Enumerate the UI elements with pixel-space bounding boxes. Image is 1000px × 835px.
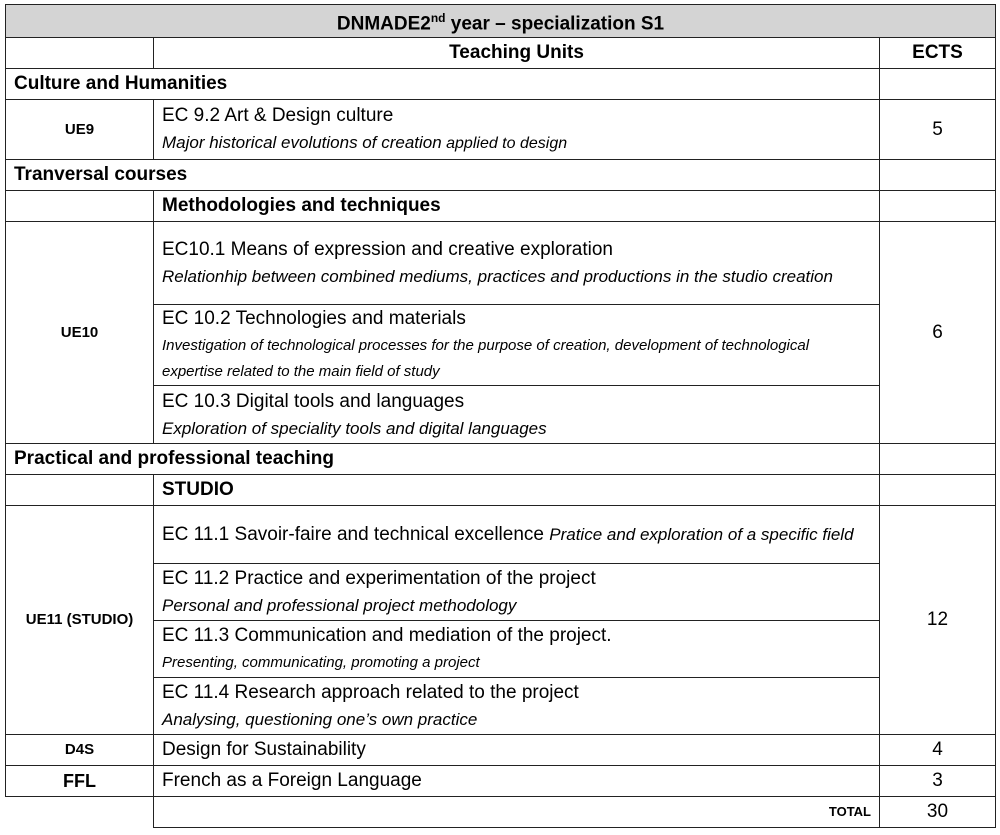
- ue10-subheader: Methodologies and techniques: [154, 191, 880, 222]
- ue10-row-3: [6, 386, 996, 444]
- total-value: 30: [880, 797, 996, 828]
- ffl-label: French as a Foreign Language: [154, 766, 880, 797]
- ue9-ec-title: EC 9.2 Art & Design culture: [162, 105, 394, 127]
- table-title: DNMADE2nd year – specialization S1: [6, 5, 996, 38]
- ue10-subheader-row: [6, 191, 996, 222]
- ue9-row: [6, 100, 996, 160]
- ue11-subheader-row: [6, 475, 996, 506]
- ffl-ects: 3: [880, 766, 996, 797]
- ue11-course-4: EC 11.4 Research approach related to the project Analysing, questioning one’s own practice: [154, 678, 880, 735]
- ue11-subheader: STUDIO: [154, 475, 880, 506]
- header-blank-cell: [6, 38, 154, 69]
- ue10-course-1: EC10.1 Means of expression and creative exploration Relationhip between combined mediums, practices and productions in the studio creation: [154, 222, 880, 305]
- header-teaching-units: Teaching Units: [154, 38, 880, 69]
- ue11-row-3: [6, 621, 996, 678]
- d4s-label: Design for Sustainability: [154, 735, 880, 766]
- table-title-row: [6, 5, 996, 38]
- section-practical-row: [6, 444, 996, 475]
- ue10-course-2: EC 10.2 Technologies and materials Investigation of technological processes for the purpose of creation, development of technological expertise related to the main field of study: [154, 305, 880, 386]
- total-label: TOTAL: [154, 797, 880, 828]
- d4s-ects: 4: [880, 735, 996, 766]
- curriculum-table: [5, 4, 996, 828]
- ue9-code: UE9: [6, 100, 154, 160]
- total-row: [6, 797, 996, 828]
- ue10-row-1: [6, 222, 996, 305]
- ue11-ects: 12: [880, 506, 996, 735]
- section-transversal-row: [6, 160, 996, 191]
- section-culture-label: Culture and Humanities: [6, 69, 880, 100]
- column-header-row: [6, 38, 996, 69]
- ue11-row-2: [6, 564, 996, 621]
- ue10-code: UE10: [6, 222, 154, 444]
- ue11-course-1: EC 11.1 Savoir-faire and technical excellence Pratice and exploration of a specific field: [154, 506, 880, 564]
- ue9-ec-desc: Major historical evolutions of creation applied to design: [162, 133, 568, 153]
- ffl-code: FFL: [6, 766, 154, 797]
- ue10-row-2: [6, 305, 996, 386]
- ue10-course-3: EC 10.3 Digital tools and languages Exploration of speciality tools and digital languages: [154, 386, 880, 444]
- ue11-row-4: [6, 678, 996, 735]
- section-culture-row: [6, 69, 996, 100]
- ue9-ects: 5: [880, 100, 996, 160]
- ue10-ects: 6: [880, 222, 996, 444]
- d4s-row: [6, 735, 996, 766]
- ue11-course-2: EC 11.2 Practice and experimentation of the project Personal and professional project methodology: [154, 564, 880, 621]
- header-ects: ECTS: [880, 38, 996, 69]
- section-transversal-label: Tranversal courses: [6, 160, 880, 191]
- section-practical-label: Practical and professional teaching: [6, 444, 880, 475]
- ue11-course-3: EC 11.3 Communication and mediation of the project. Presenting, communicating, promoting a project: [154, 621, 880, 678]
- d4s-code: D4S: [6, 735, 154, 766]
- ue11-row-1: [6, 506, 996, 564]
- ue9-course: [154, 100, 880, 160]
- ffl-row: [6, 766, 996, 797]
- ue11-code: UE11 (STUDIO): [6, 506, 154, 735]
